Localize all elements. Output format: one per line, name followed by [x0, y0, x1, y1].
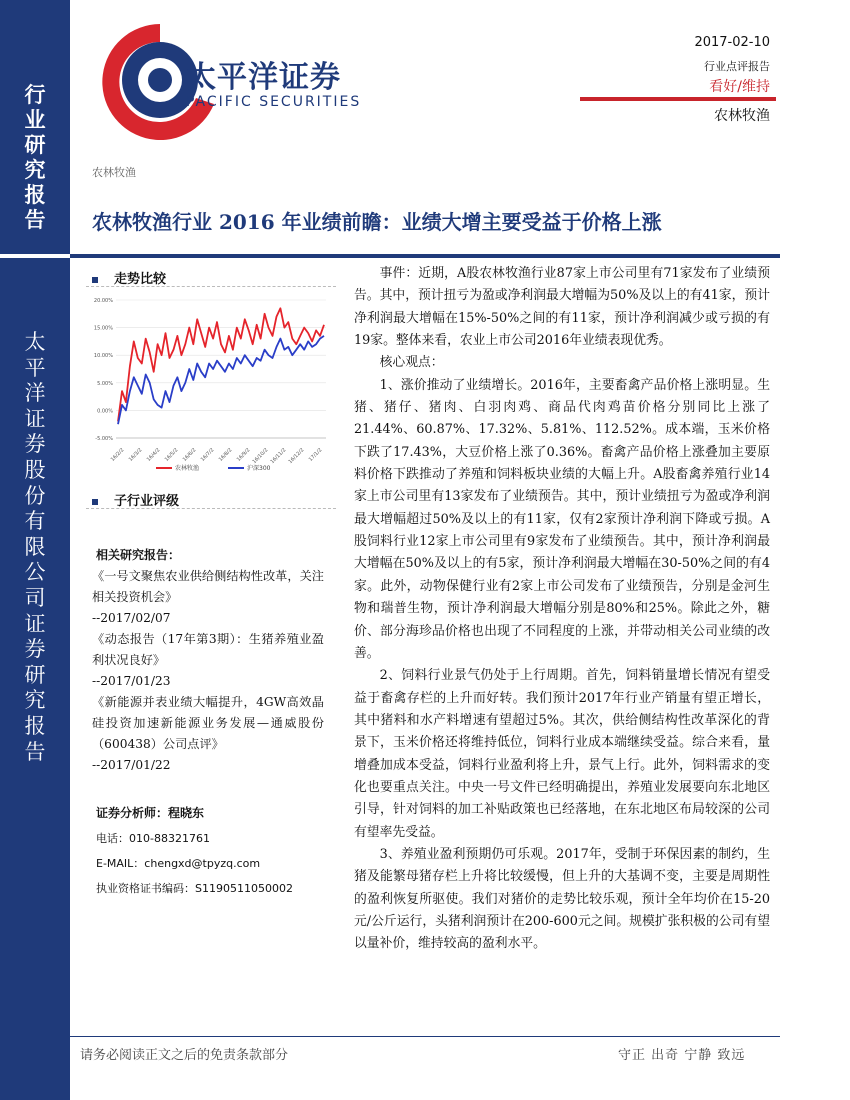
x-tick-label: 17/1/2 [307, 447, 324, 463]
body-paragraph-3: 3、养殖业盈利预期仍可乐观。2017年，受制于环保因素的制约，生猪及能繁母猪存栏上升将比较缓慢，但上升的大基调不变，主要是周期性的盈利恢复所驱使。我们对猪价的走势比较乐观，预计全年均价在15-20元/公斤运行，头猪利润预计在200-600元之间。规模扩张积极的公司有望以量补价，维持较高的盈利水平。 [354, 846, 770, 952]
report-date: 2017-02-10 [694, 35, 770, 50]
x-tick-label: 16/5/2 [163, 447, 180, 463]
y-tick-label: 15.00% [93, 325, 113, 332]
x-tick-label: 16/7/2 [199, 447, 216, 463]
footer-rule [70, 1036, 780, 1037]
footer-disclaimer[interactable]: 请务必阅读正文之后的免责条款部分 [80, 1048, 289, 1063]
section-rule [86, 508, 336, 509]
square-bullet-icon [92, 277, 98, 283]
x-tick-label: 16/8/2 [217, 447, 234, 463]
title-rule [70, 254, 780, 258]
header-sector: 农林牧渔 [714, 108, 770, 124]
related-report-title[interactable]: 《动态报告（17年第3期）：生猪养殖业盈利状况良好》 [92, 632, 324, 667]
analyst-certificate: 执业资格证书编码：S1190511050002 [96, 882, 293, 895]
square-bullet-icon [92, 499, 98, 505]
trend-chart [86, 292, 336, 482]
x-tick-label: 16/9/2 [235, 447, 252, 463]
body-paragraph-1: 1、涨价推动了业绩增长。2016年，主要畜禽产品价格上涨明显。生猪、猪仔、猪肉、白羽肉鸡、商品代肉鸡苗价格分别同比上涨了 21.44%、60.87%、17.32%、5.81%、112.52%。成本端，玉米价格下跌了17.43%，大豆价格上涨了0.36%。畜禽产品价格上涨叠加主要原料价格下跌推动了养殖和饲料板块业绩的大幅上升。A股畜禽养殖行业14家上市公司里有13家发布了业绩预告。其中，预计业绩扭亏为盈或净利润最大增幅超过50%及以上的有11家，仅有2家预计净利润下降或亏损。A股饲料行业12家上市公司里有9家发布了业绩预告。其中，预计净利润最大增幅在50%及以上的有5家，预计净利润最大增幅在30-50%之间的有4家。此外，动物保健行业有2家上市公司发布了业绩预告，分别是金河生物和瑞普生物，预计净利润最大增幅分别是80%和25%。除此之外，糖价、部分海珍品价格也出现了不同程度的上涨，并带动相关公司业绩的改善。 [354, 377, 770, 661]
section-rule [86, 286, 336, 287]
body-paragraph-core-views: 核心观点： [379, 355, 444, 371]
sidebar-company-name: 太 平 洋 证 券 股 份 有 限 公 司 证 券 研 究 报 告 [24, 330, 46, 764]
section-heading-sub-rating: 子行业评级 [92, 490, 179, 509]
related-reports-heading: 相关研究报告： [96, 548, 181, 562]
body-paragraph-2: 2、饲料行业景气仍处于上行周期。首先，饲料销量增长情况有望受益于畜禽存栏的上升而好转。我们预计2017年行业产销量有望正增长，其中猪料和水产料增速有望超过5%。其次，供给侧结构性改革深化的背景下，玉米价格还将维持低位，饲料行业成本端继续受益。综合来看，量增叠加成本受益，饲料行业盈利将上升，景气上行。此外，饲料需求的变化也要重点关注。中央一号文件已经明确提出，养殖业发展要向东北地区引导，针对饲料的加工补贴政策也已经落地，在东北地区布局较深的公司有望率先受益。 [354, 668, 770, 840]
analyst-name: 证券分析师：程晓东 [96, 806, 205, 820]
related-report-date: --2017/01/23 [92, 674, 171, 688]
rating-badge: 看好/维持 [709, 79, 770, 95]
sector-tag: 农林牧渔 [92, 166, 136, 179]
sidebar-report-category: 行 业 研 究 报 告 [24, 82, 46, 232]
x-tick-label: 16/3/2 [127, 447, 144, 463]
related-report-date: --2017/02/07 [92, 611, 171, 625]
header-red-rule [580, 97, 776, 101]
y-tick-label: 5.00% [97, 380, 113, 387]
x-tick-label: 16/2/2 [109, 447, 126, 463]
page-title: 农林牧渔行业 2016 年业绩前瞻：业绩大增主要受益于价格上涨 [92, 210, 662, 234]
report-body [354, 263, 770, 956]
x-tick-label: 16/6/2 [181, 447, 198, 463]
related-report-date: --2017/01/22 [92, 758, 171, 772]
sidebar [0, 0, 70, 1100]
analyst-phone: 电话：010-88321761 [96, 832, 210, 845]
body-paragraph-event: 事件：近期，A股农林牧渔行业87家上市公司里有71家发布了业绩预告。其中，预计扭亏为盈或净利润最大增幅为50%及以上的有41家，预计净利润最大增幅在15%-50%之间的有11家，预计净利润减少或亏损的有19家。整体来看，农业上市公司2016年业绩表现优秀。 [354, 266, 770, 349]
section-heading-trend: 走势比较 [92, 268, 166, 287]
related-reports-list [92, 566, 324, 776]
footer-motto: 守正 出奇 宁静 致远 [618, 1048, 746, 1063]
logo-chinese-name: 太平洋证券 [186, 60, 341, 95]
legend-label: 沪深300 [247, 465, 271, 472]
analyst-email[interactable]: E-MAIL：chengxd@tpyzq.com [96, 857, 261, 870]
related-report-title[interactable]: 《一号文聚焦农业供给侧结构性改革，关注相关投资机会》 [92, 569, 324, 604]
y-tick-label: 20.00% [93, 298, 113, 304]
related-report-title[interactable]: 《新能源并表业绩大幅提升，4GW高效晶硅投资加速新能源业务发展—通威股份（600438）公司点评》 [92, 695, 324, 751]
logo-english-name: PACIFIC SECURITIES [186, 94, 362, 110]
x-tick-label: 16/12/2 [287, 447, 306, 466]
y-tick-label: -5.00% [95, 436, 113, 442]
x-tick-label: 16/4/2 [145, 447, 162, 463]
x-tick-label: 16/11/2 [269, 447, 288, 466]
y-tick-label: 0.00% [97, 408, 113, 415]
report-type: 行业点评报告 [704, 60, 770, 73]
legend-label: 农林牧渔 [175, 465, 200, 472]
x-tick-label: 16/10/2 [251, 447, 270, 466]
y-tick-label: 10.00% [93, 353, 113, 360]
